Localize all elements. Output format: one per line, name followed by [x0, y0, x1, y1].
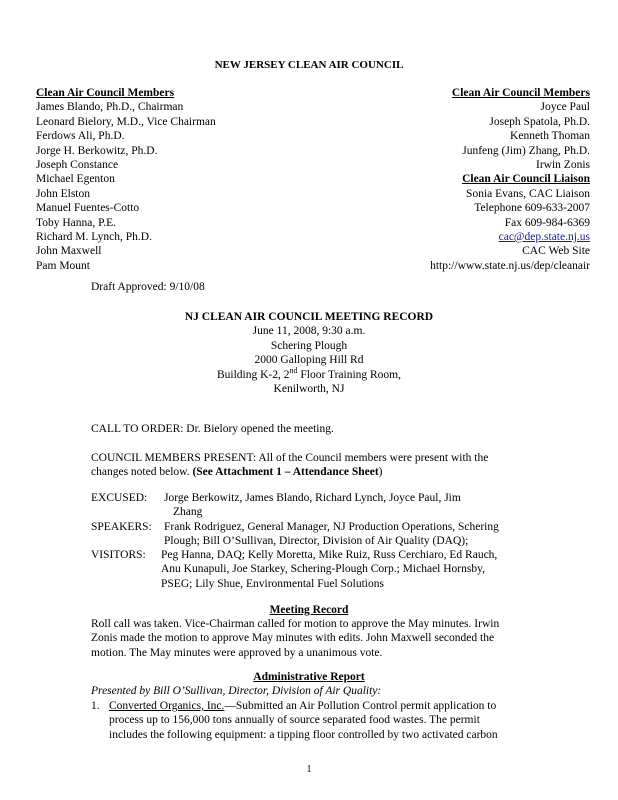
member-name: James Blando, Ph.D., Chairman: [36, 101, 184, 114]
item-number: 1.: [91, 700, 100, 712]
member-name: Joseph Spatola, Ph.D.: [489, 115, 590, 128]
excused-block: EXCUSED: Jorge Berkowitz, James Blando, Richard Lynch, Joyce Paul, Jim Zhang: [91, 492, 461, 519]
speakers-label: SPEAKERS:: [91, 521, 152, 533]
member-name: Manuel Fuentes-Cotto: [36, 202, 140, 215]
draft-approved: Draft Approved: 9/10/08: [91, 281, 205, 293]
admin-report-header: Administrative Report: [253, 671, 365, 683]
member-name: Richard M. Lynch, Ph.D.: [36, 230, 152, 243]
meeting-date: June 11, 2008, 9:30 a.m.: [252, 325, 366, 338]
left-member-column: [36, 86, 216, 273]
website-url[interactable]: http://www.state.nj.us/dep/cleanair: [430, 259, 590, 272]
website-label: CAC Web Site: [522, 245, 590, 258]
member-name: Kenneth Thoman: [510, 130, 590, 143]
visitors-block: VISITORS: Peg Hanna, DAQ; Kelly Moretta, Mike Ruiz, Russ Cerchiaro, Ed Rauch, Anu Kunapuli, Joe Starkey, Schering-Plough Corp.; Michael Hornsby, PSEG; Lily Shue, Environmental Fuel Solutions: [91, 549, 498, 590]
member-name: Pam Mount: [36, 259, 90, 272]
member-name: Joseph Constance: [36, 158, 119, 171]
member-name: Michael Egenton: [36, 173, 115, 186]
speakers-block: SPEAKERS: Frank Rodriguez, General Manager, NJ Production Operations, Schering Plough; Bill O’Sullivan, Director, Division of Air Quality (DAQ);: [91, 521, 499, 548]
meeting-venue: Schering Plough: [270, 339, 348, 352]
document-title: NEW JERSEY CLEAN AIR COUNCIL: [214, 59, 404, 71]
meeting-record-header: Meeting Record: [269, 604, 349, 616]
visitors-label: VISITORS:: [91, 549, 146, 561]
member-name: Leonard Bielory, M.D., Vice Chairman: [36, 115, 216, 128]
call-to-order: CALL TO ORDER: Dr. Bielory opened the meeting.: [91, 423, 334, 435]
item-company: Converted Organics, Inc.: [109, 700, 225, 712]
member-name: Ferdows Ali, Ph.D.: [36, 130, 125, 143]
right-members-header: Clean Air Council Members: [451, 87, 590, 99]
right-member-column: [430, 86, 590, 273]
left-members-header: Clean Air Council Members: [36, 87, 175, 99]
member-name: John Elston: [36, 187, 90, 200]
member-name: Joyce Paul: [540, 101, 590, 114]
email-link[interactable]: cac@dep.state.nj.us: [498, 230, 590, 243]
members-present: COUNCIL MEMBERS PRESENT: All of the Council members were present with the changes noted below. (See Attachment 1 – Attendance Sheet): [91, 452, 489, 479]
meeting-record-text: Roll call was taken. Vice-Chairman called for motion to approve the May minutes. Irwin Zonis made the motion to approve May minutes with edits. John Maxwell seconded the motion. The May minutes were approved by a unanimous vote.: [91, 618, 500, 659]
meeting-header: [0, 310, 618, 396]
member-name: Toby Hanna, P.E.: [36, 216, 117, 229]
member-name: John Maxwell: [36, 245, 102, 258]
excused-label: EXCUSED:: [91, 492, 148, 504]
presented-by: Presented by Bill O’Sullivan, Director, Division of Air Quality:: [91, 685, 382, 697]
liaison-name: Sonia Evans, CAC Liaison: [466, 187, 590, 200]
meeting-address: 2000 Galloping Hill Rd: [254, 354, 364, 367]
meeting-city: Kenilworth, NJ: [273, 383, 345, 396]
member-name: Jorge H. Berkowitz, Ph.D.: [36, 144, 158, 157]
meeting-room: Building K-2, 2nd Floor Training Room,: [216, 365, 402, 381]
member-name: Irwin Zonis: [536, 158, 590, 171]
liaison-fax: Fax 609-984-6369: [504, 216, 590, 229]
liaison-header: Clean Air Council Liaison: [462, 173, 590, 186]
admin-item-1: 1. Converted Organics, Inc.—Submitted an Air Pollution Control permit application to process up to 156,000 tons annually of source separated food wastes. The permit includes the following equipment: a tipping floor controlled by two activated carbon: [91, 700, 498, 741]
page-number: 1: [306, 764, 312, 775]
liaison-phone: Telephone 609-633-2007: [474, 202, 590, 215]
member-name: Junfeng (Jim) Zhang, Ph.D.: [462, 144, 590, 157]
meeting-title: NJ CLEAN AIR COUNCIL MEETING RECORD: [184, 311, 434, 323]
